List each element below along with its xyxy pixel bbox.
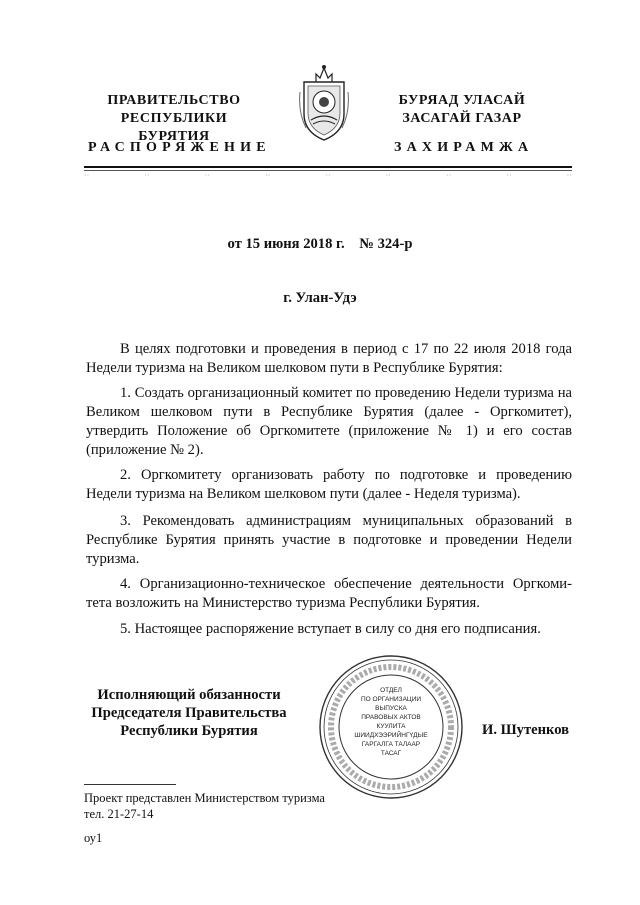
footer-note	[84, 790, 325, 846]
coat-of-arms-icon	[296, 62, 352, 142]
header-right	[384, 92, 540, 128]
gov-name-bur-line1: БУРЯАД УЛАСАЙ	[398, 93, 526, 108]
stamp-line: ВЫПУСКА	[375, 705, 407, 712]
signature-block	[84, 686, 294, 740]
signatory-name: И. Шутенков	[482, 722, 570, 738]
item-5: 5. Настоящее распоряжение вступает в силу со дня его подписания.	[120, 621, 541, 637]
signature-position-line1: Исполняющий обязанности	[97, 687, 281, 703]
order-title-ru: РАСПОРЯЖЕНИЕ	[88, 140, 271, 155]
date-number: от 15 июня 2018 г. № 324-р	[227, 236, 413, 252]
item-2: 2. Оргкомитету организовать работу по подготовке и проведению Недели туризма на Великом шелковом пути (далее - Неделя туризма).	[86, 467, 572, 502]
order-title-bur: ЗАХИРАМЖА	[394, 140, 534, 155]
intro-paragraph: В целях подготовки и проведения в период с 17 по 22 июля 2018 года Недели туризма на Великом шелковом пути в Республике Бурятия:	[86, 341, 572, 376]
stamp-line: ТАСАГ	[380, 750, 402, 757]
item-3: 3. Рекомендовать администрациям муниципальных образований в Республике Бурятия принять участие в подготовке и проведении Недели туризма.	[86, 513, 572, 567]
item-4: 4. Организационно-техническое обеспечение деятельности Оргкомитета возложить на Министерство туризма Республики Бурятия.	[86, 576, 572, 611]
official-stamp	[316, 652, 466, 802]
gov-name-bur-line2: ЗАСАГАЙ ГАЗАР	[402, 111, 522, 126]
gov-name-line2: РЕСПУБЛИКИ БУРЯТИЯ	[120, 111, 228, 144]
item-1: 1. Создать организационный комитет по проведению Недели туризма на Великом шелковом пути в Республике Бурятия (далее - Оргкомитет), утвердить Положение об Оргкомитете (приложение № 1) и его состав (приложение № 2).	[86, 385, 572, 458]
header-rule-thick	[84, 166, 572, 168]
signature-position-line2: Председателя Правительства	[91, 705, 287, 721]
stamp-line: ШИИДХЭЭРИЙНГҮДЫЕ	[354, 732, 428, 739]
header-left	[84, 92, 264, 146]
stamp-line: ОТДЕЛ	[380, 687, 402, 694]
stamp-inner-text	[344, 686, 438, 758]
header-dots: ·· ·· ·· ·· ·· ·· ·· ·· ··	[84, 171, 572, 180]
city: г. Улан-Удэ	[283, 290, 357, 306]
signature-position-line3: Республики Бурятия	[120, 723, 258, 739]
stamp-line: КУУЛИТА	[376, 723, 406, 730]
stamp-line: ГАРГАЛГА ТАЛААР	[361, 741, 421, 748]
stamp-line: ПРАВОВЫХ АКТОВ	[361, 714, 421, 721]
stamp-line: ПО ОРГАНИЗАЦИИ	[360, 696, 422, 703]
footer-phone: тел. 21-27-14	[84, 807, 154, 821]
footer-rule	[84, 784, 176, 785]
gov-name-line1: ПРАВИТЕЛЬСТВО	[107, 93, 241, 108]
footer-project-note: Проект представлен Министерством туризма	[84, 791, 325, 805]
footer-code: оу1	[84, 831, 103, 845]
